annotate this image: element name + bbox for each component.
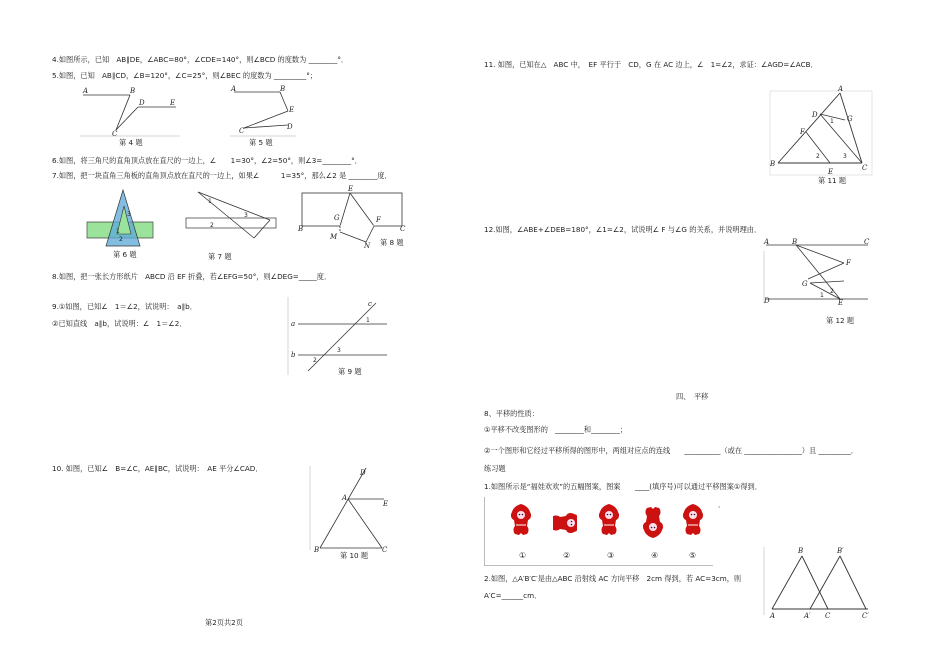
property-1: ①平移不改变图形的 ________和________； <box>484 425 628 434</box>
svg-text:a: a <box>291 320 296 328</box>
svg-text:2: 2 <box>210 222 214 229</box>
svg-text:F: F <box>846 259 851 267</box>
svg-text:B: B <box>792 238 798 246</box>
svg-text:C: C <box>112 130 118 138</box>
caption-8: 第 8 题 <box>380 238 404 247</box>
svg-text:3: 3 <box>244 212 248 219</box>
caption-4: 第 4 题 <box>119 138 143 147</box>
question-4: 4.如图所示，已知 AB∥DE，∠ABC=80°，∠CDE=140°，则∠BCD 的度数为 ________°． <box>52 55 349 64</box>
svg-text:2: 2 <box>830 288 834 295</box>
question-5: 5.如图，已知 AB∥CD，∠B=120°，∠C=25°，则∠BEC 的度数为 _________°； <box>52 71 318 80</box>
svg-text:3: 3 <box>127 211 131 218</box>
svg-text:N: N <box>364 242 371 250</box>
svg-text:D: D <box>812 111 818 119</box>
translation-figure <box>764 547 876 619</box>
practice-heading: 练习题 <box>484 464 506 473</box>
mascot-label-2: ② <box>563 551 571 560</box>
svg-text:A′: A′ <box>804 612 811 620</box>
practice-2a: 2.如图，△A′B′C′是由△ABC 沿射线 AC 方向平移 2cm 得到，若 AC=3cm，则 <box>484 574 742 583</box>
page-footer: 第2页共2页 <box>205 618 243 627</box>
question-11: 11. 如图，已知在△ ABC 中， EF 平行于 CD，G 在 AC 边上，∠ 1=∠2，求证：∠AGD=∠ACB． <box>484 60 818 69</box>
mascot-label-3: ③ <box>607 551 615 560</box>
svg-text:G: G <box>802 280 808 288</box>
svg-text:C: C <box>825 612 831 620</box>
figure-6 <box>87 190 153 246</box>
svg-text:C: C <box>382 546 388 554</box>
svg-text:C: C <box>862 164 868 172</box>
svg-text:B: B <box>298 225 304 233</box>
svg-text:2: 2 <box>816 153 820 160</box>
svg-text:3: 3 <box>843 153 847 160</box>
figure-9 <box>288 297 391 375</box>
property-2: ②一个图形和它经过平移所得的图形中，两组对应点的连线 __________（或在 ________________）且 _________． <box>484 446 858 455</box>
svg-text:A: A <box>770 612 776 620</box>
question-10: 10. 如图，已知∠ B=∠C，AE∥BC，试说明： AE 平分∠CAD． <box>52 464 263 473</box>
figure-5 <box>230 84 296 136</box>
svg-text:F: F <box>376 216 381 224</box>
question-9a: 9.①如图，已知∠ 1＝∠2，试说明： a∥b． <box>52 302 197 311</box>
mascot-image-4 <box>641 503 665 539</box>
svg-text:E: E <box>828 168 834 176</box>
svg-text:E: E <box>383 500 389 508</box>
caption-5: 第 5 题 <box>249 138 273 147</box>
mascot-image-2 <box>553 505 577 541</box>
figure-11 <box>770 85 872 176</box>
svg-text:1: 1 <box>366 317 370 324</box>
svg-text:2: 2 <box>313 357 317 364</box>
figure-4 <box>80 84 180 136</box>
caption-11: 第 11 题 <box>818 176 847 185</box>
svg-text:1: 1 <box>208 198 212 205</box>
mascot-strip <box>484 497 713 566</box>
svg-text:E: E <box>170 99 176 107</box>
question-6: 6.如图，将三角尺的直角顶点放在直尺的一边上，∠ 1=30°，∠2=50°，则∠3=________°． <box>52 156 362 165</box>
figure-10 <box>310 466 392 552</box>
section-heading: 四、 平移 <box>676 392 709 401</box>
svg-text:3: 3 <box>337 347 341 354</box>
mascot-label-4: ④ <box>651 551 659 560</box>
svg-text:A: A <box>764 238 770 246</box>
svg-text:G: G <box>334 214 340 222</box>
svg-text:C: C <box>864 238 870 246</box>
question-8: 8.如图，把一张长方形纸片 ABCD 沿 EF 折叠，若∠EFG=50°，则∠DEG=_____度． <box>52 272 332 281</box>
svg-text:D: D <box>360 469 366 477</box>
practice-1: 1.如图所示是“福娃欢欢”的五幅图案，图案 ____(填序号)可以通过平移图案①得到． <box>484 482 762 491</box>
svg-text:B: B <box>130 87 136 95</box>
mascot-label-5: ⑤ <box>689 551 697 560</box>
svg-text:c: c <box>368 300 372 308</box>
mascot-image-1 <box>509 503 533 539</box>
caption-12: 第 12 题 <box>826 316 855 325</box>
svg-text:G: G <box>847 115 853 123</box>
mascot-label-1: ① <box>519 551 527 560</box>
svg-text:D: D <box>764 297 770 305</box>
svg-text:B: B <box>314 546 320 554</box>
svg-text:B: B <box>798 547 804 555</box>
svg-text:D: D <box>287 123 293 131</box>
question-7: 7.如图，把一块直角三角板的直角顶点放在直尺的一边上，如果∠ 1=35°，那么∠2 是 ________度． <box>52 171 392 180</box>
property-title: 8、平移的性质： <box>484 409 539 418</box>
svg-text:A: A <box>231 85 237 93</box>
svg-text:1: 1 <box>820 292 824 299</box>
mascot-image-3 <box>597 503 621 539</box>
practice-2b: A′C=______cm． <box>484 591 542 600</box>
caption-9: 第 9 题 <box>338 367 362 376</box>
mascot-image-5 <box>681 503 705 539</box>
svg-text:C′: C′ <box>862 612 869 620</box>
svg-text:B: B <box>280 85 286 93</box>
svg-text:b: b <box>291 351 296 359</box>
svg-text:D: D <box>139 99 145 107</box>
question-12: 12.如图，∠ABE+∠DEB=180°，∠1=∠2，试说明∠ F 与∠G 的关系，并说明理由． <box>484 225 762 234</box>
caption-7: 第 7 题 <box>208 252 232 261</box>
trailing-mark: ． <box>718 500 726 509</box>
svg-text:A: A <box>838 85 844 93</box>
question-9b: ②已知直线 a∥b，试说明：∠ 1＝∠2． <box>52 319 187 328</box>
svg-text:E: E <box>289 106 295 114</box>
svg-text:A: A <box>83 87 89 95</box>
svg-text:1: 1 <box>830 118 834 125</box>
svg-text:2: 2 <box>119 236 123 243</box>
figure-7 <box>186 190 276 238</box>
svg-text:B′: B′ <box>837 547 844 555</box>
svg-text:C: C <box>400 225 406 233</box>
svg-text:1: 1 <box>116 228 120 235</box>
svg-text:B: B <box>770 160 776 168</box>
svg-text:C: C <box>239 127 245 135</box>
svg-text:E: E <box>838 299 844 307</box>
svg-text:M: M <box>330 233 338 241</box>
svg-text:A: A <box>342 494 348 502</box>
caption-6: 第 6 题 <box>113 250 137 259</box>
svg-text:E: E <box>348 185 354 193</box>
svg-text:F: F <box>800 128 805 136</box>
figure-12 <box>764 237 872 305</box>
caption-10: 第 10 题 <box>340 551 369 560</box>
